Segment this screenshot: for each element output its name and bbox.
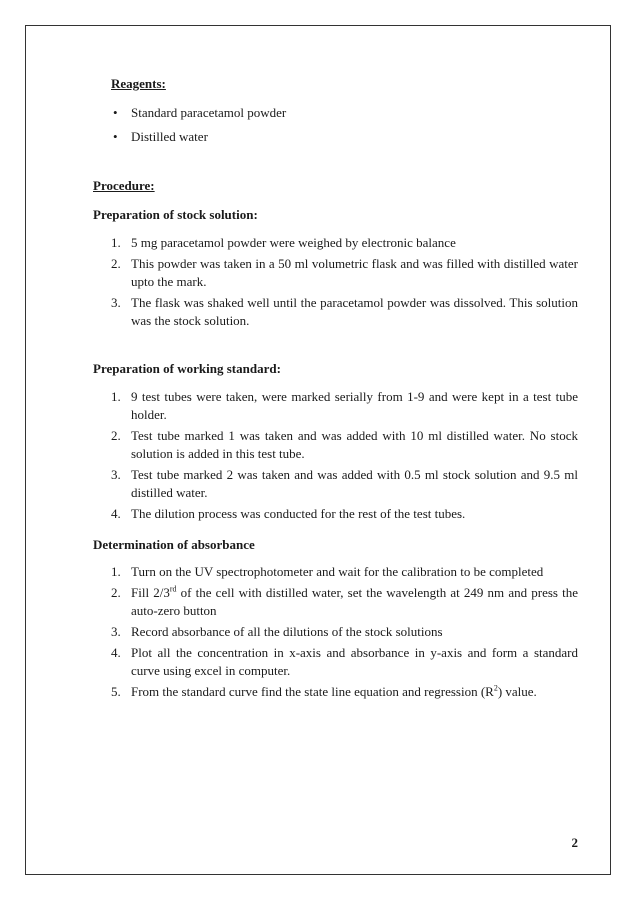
list-item: 3. Test tube marked 2 was taken and was added with 0.5 ml stock solution and 9.5 ml distilled water. bbox=[111, 467, 578, 500]
list-item: 3. Record absorbance of all the dilutions of the stock solutions bbox=[111, 624, 443, 639]
absorbance-steps bbox=[111, 563, 578, 704]
list-item: • Standard paracetamol powder bbox=[111, 104, 286, 122]
list-item: 5. From the standard curve find the state line equation and regression $(R^2)$ value. bbox=[111, 683, 537, 699]
list-item: 1. 5 mg paracetamol powder were weighed by electronic balance bbox=[111, 235, 456, 250]
list-item: 4. Plot all the concentration in x-axis and absorbance in y-axis and form a standard curve using excel in computer. bbox=[111, 645, 578, 678]
procedure-heading: Procedure: bbox=[93, 178, 155, 193]
absorbance-heading: Determination of absorbance bbox=[93, 537, 255, 552]
list-item: • Distilled water bbox=[111, 128, 286, 146]
list-item: 2. Fill 2/3rd of the cell with distilled water, set the wavelength at 249 nm and press the auto-zero button bbox=[111, 584, 578, 618]
reagents-heading: Reagents: bbox=[111, 76, 166, 91]
list-item: 2. This powder was taken in a 50 ml volumetric flask and was filled with distilled water upto the mark. bbox=[111, 256, 578, 289]
page-number: 2 bbox=[571, 835, 578, 850]
list-item: 4. The dilution process was conducted for the rest of the test tubes. bbox=[111, 506, 466, 521]
reagents-list bbox=[111, 104, 286, 152]
list-item: 2. Test tube marked 1 was taken and was added with 10 ml distilled water. No stock solution is added in this test tube. bbox=[111, 428, 578, 461]
working-steps bbox=[111, 388, 578, 526]
stock-steps bbox=[111, 234, 578, 333]
list-item: 3. The flask was shaked well until the paracetamol powder was dissolved. This solution was the stock solution. bbox=[111, 295, 578, 328]
working-heading: Preparation of working standard: bbox=[93, 361, 281, 376]
list-item: 1. 9 test tubes were taken, were marked serially from 1-9 and were kept in a test tube holder. bbox=[111, 389, 578, 422]
list-item: 1. Turn on the UV spectrophotometer and wait for the calibration to be completed bbox=[111, 564, 544, 579]
stock-heading: Preparation of stock solution: bbox=[93, 207, 258, 222]
